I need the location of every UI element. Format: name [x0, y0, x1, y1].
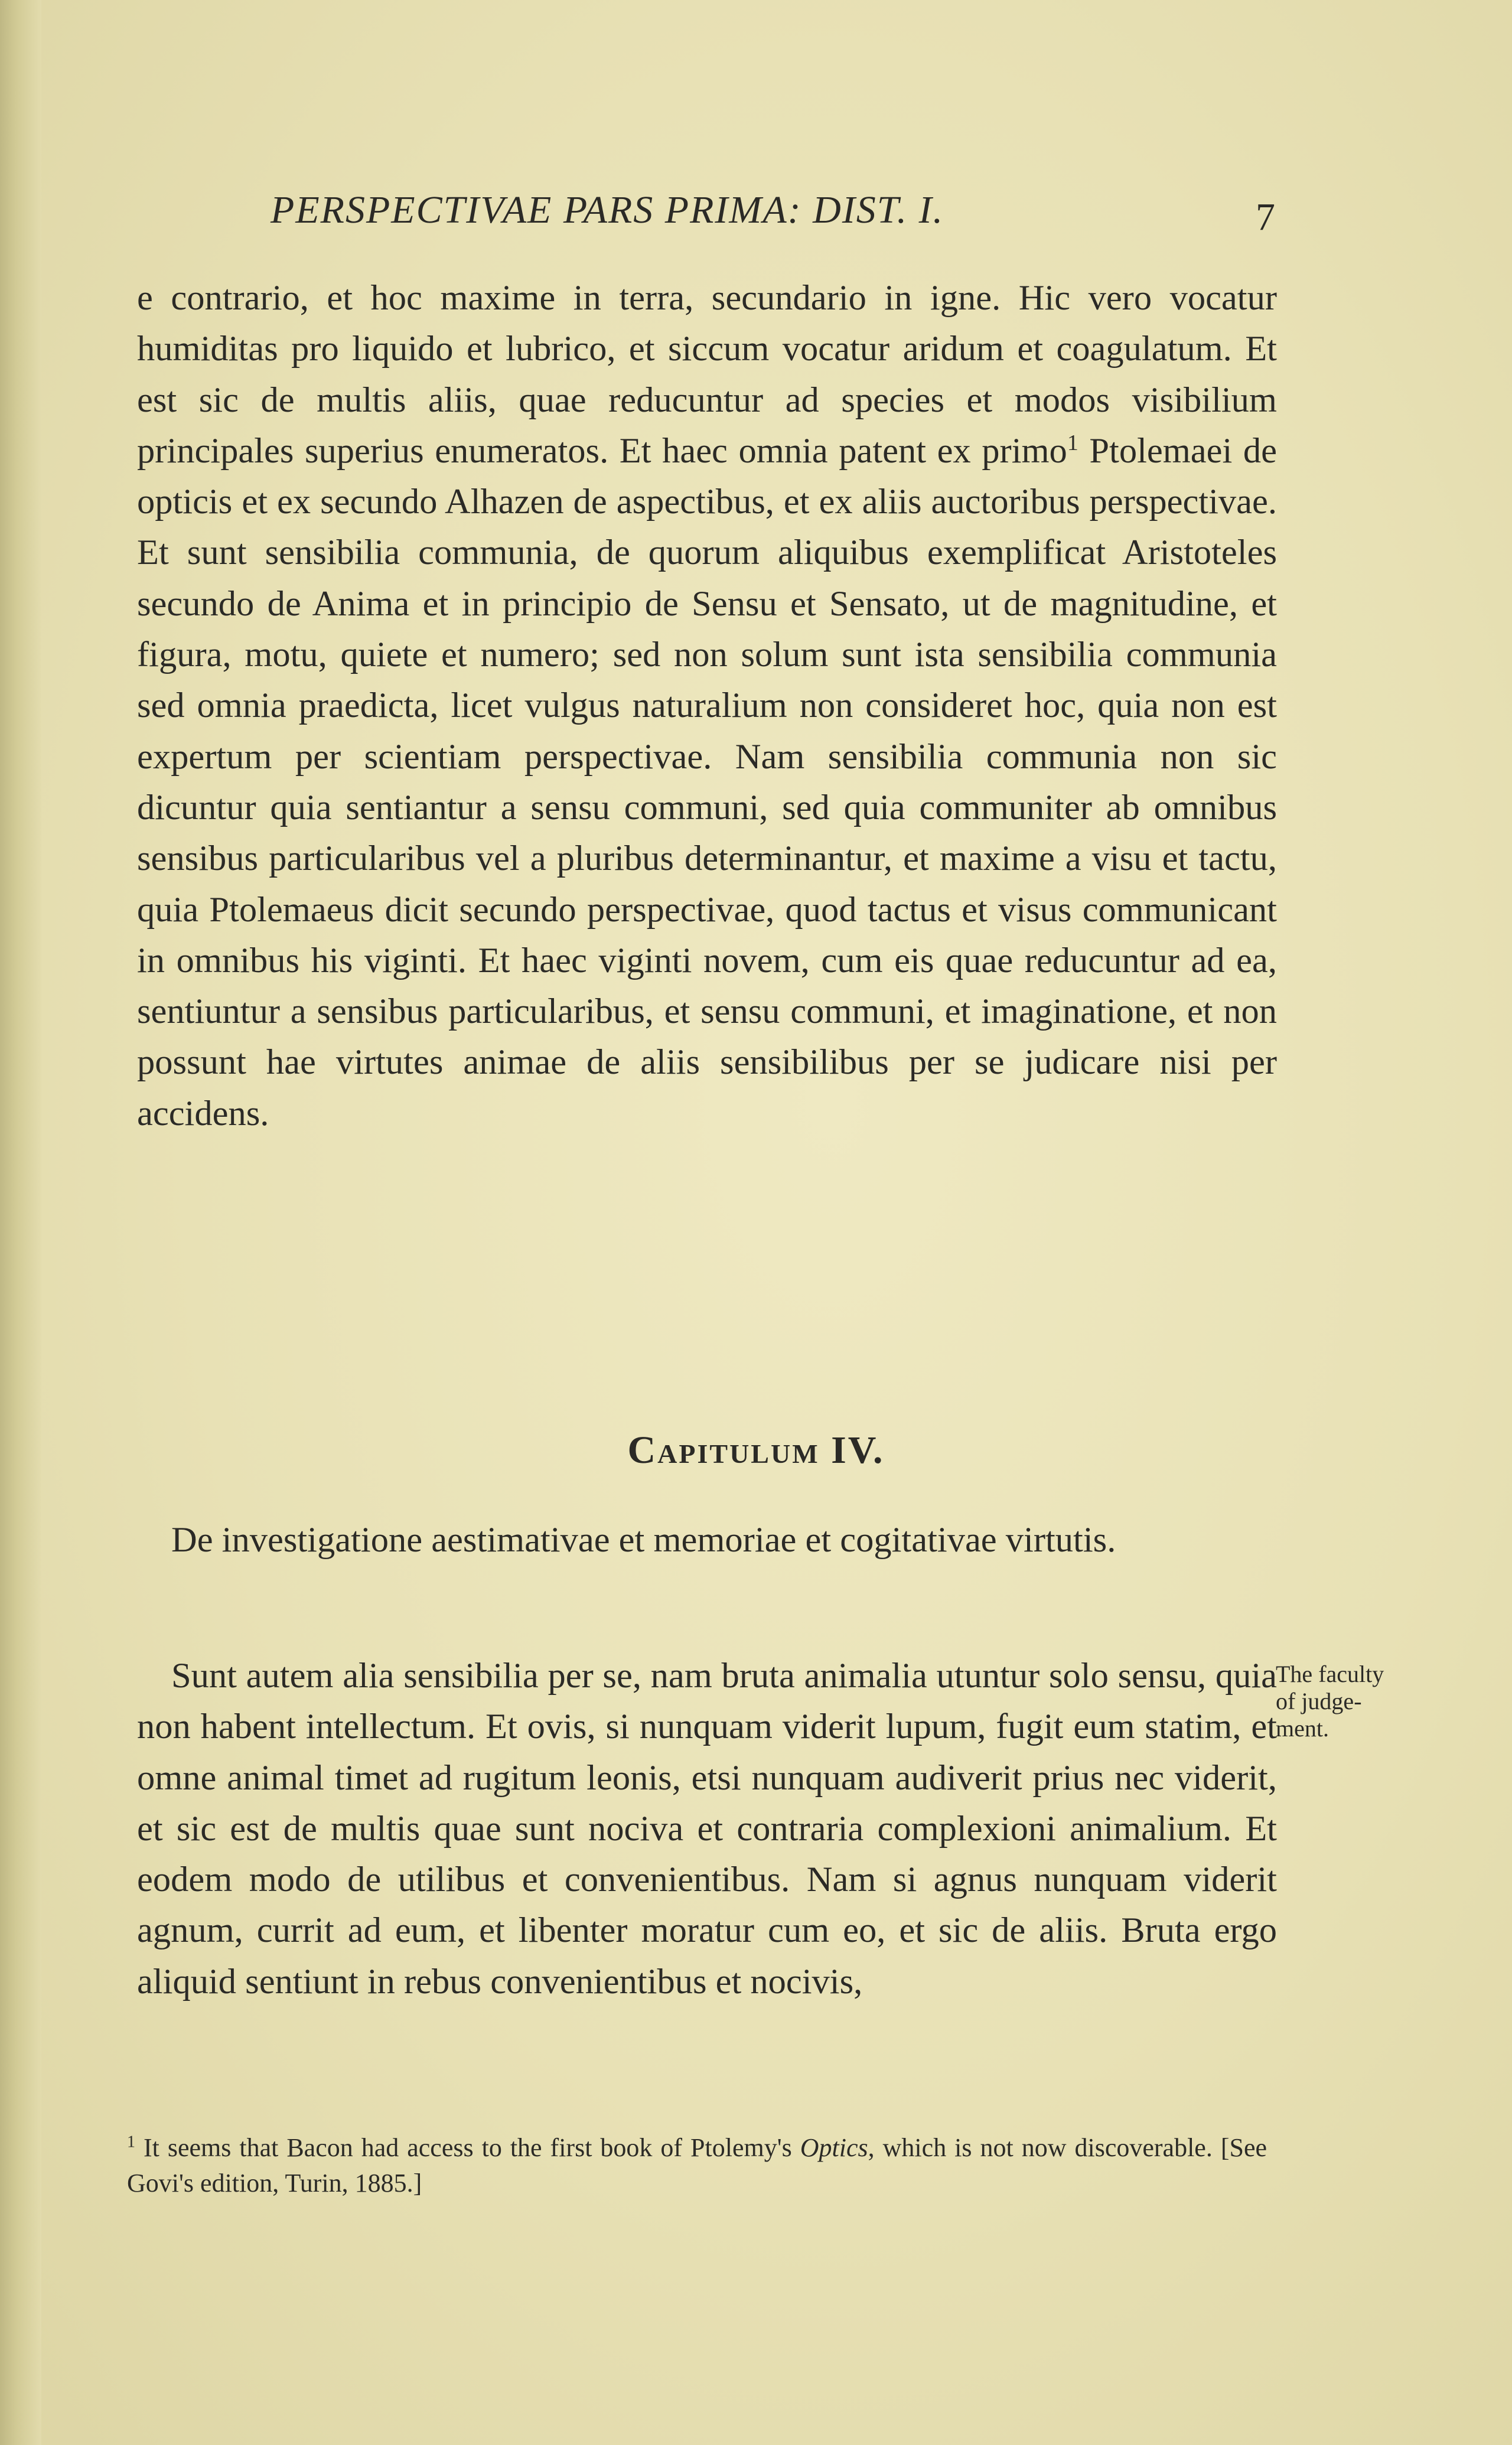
running-head: PERSPECTIVAE PARS PRIMA: DIST. I. [271, 188, 944, 232]
chapter-title: Capitulum IV. [627, 1429, 885, 1472]
margin-note-line-1: The faculty [1276, 1661, 1384, 1687]
page-binding-shadow [0, 0, 41, 2445]
footnote-italic-title: Optics [800, 2133, 868, 2162]
footnote-marker: 1 [127, 2133, 135, 2151]
chapter-subtitle: De investigatione aestimativae et memoriae et cogitativae virtutis. [171, 1520, 1116, 1560]
margin-note-line-3: ment. [1276, 1715, 1329, 1742]
paragraph-1 [137, 273, 1277, 1139]
footnote [127, 2130, 1267, 2201]
page-number: 7 [1256, 195, 1275, 239]
footnote-text-b: , which is not now discoverable. [See Govi's edition, Turin, 1885.] [127, 2133, 1267, 2198]
margin-note [1276, 1661, 1453, 1742]
footnote-reference: 1 [1067, 430, 1078, 455]
paragraph-2: Sunt autem alia sensibilia per se, nam bruta animalia utuntur solo sensu, quia non habent intellectum. Et ovis, si nunquam viderit lupum, fugit eum statim, et omne animal timet ad rugitum leonis, etsi nunquam audiverit prius nec viderit, et sic est de multis quae sunt nociva et contraria complexioni animalium. Et eodem modo de utilibus et convenientibus. Nam si agnus nunquam viderit agnum, currit ad eum, et libenter moratur cum eo, et sic de aliis. Bruta ergo aliquid sentiunt in rebus convenientibus et nocivis, [137, 1656, 1277, 2001]
paragraph-1-text-b: Ptolemaei de opticis et ex secundo Alhazen de aspectibus, et ex aliis auctoribus perspectivae. Et sunt sensibilia communia, de quorum aliquibus exemplificat Aristoteles secundo de Anima et in principio de Sensu et Sensato, ut de magnitudine, et figura, motu, quiete et numero; sed non solum sunt ista sensibilia communia sed omnia praedicta, licet vulgus naturalium non consideret hoc, quia non est expertum per scientiam perspectivae. Nam sensibilia communia non sic dicuntur quia sentiantur a sensu communi, sed quia communiter ab omnibus sensibus particularibus vel a pluribus determinantur, et maxime a visu et tactu, quia Ptolemaeus dicit secundo perspectivae, quod tactus et visus communicant in omnibus his viginti. Et haec viginti novem, cum eis quae reducuntur ad ea, sentiuntur a sensibus particularibus, et sensu communi, et imaginatione, et non possunt hae virtutes animae de aliis sensibilibus per se judicare nisi per accidens. [137, 431, 1277, 1133]
footnote-text-a: It seems that Bacon had access to the first book of Ptolemy's [135, 2133, 800, 2162]
paragraph-1-text-a: e contrario, et hoc maxime in terra, secundario in igne. Hic vero vocatur humiditas pro liquido et lubrico, et siccum vocatur aridum et coagulatum. Et est sic de multis aliis, quae reducuntur ad species et modos visibilium principales superius enumeratos. Et haec omnia patent ex primo [137, 278, 1277, 471]
margin-note-line-2: of judge- [1276, 1688, 1362, 1714]
